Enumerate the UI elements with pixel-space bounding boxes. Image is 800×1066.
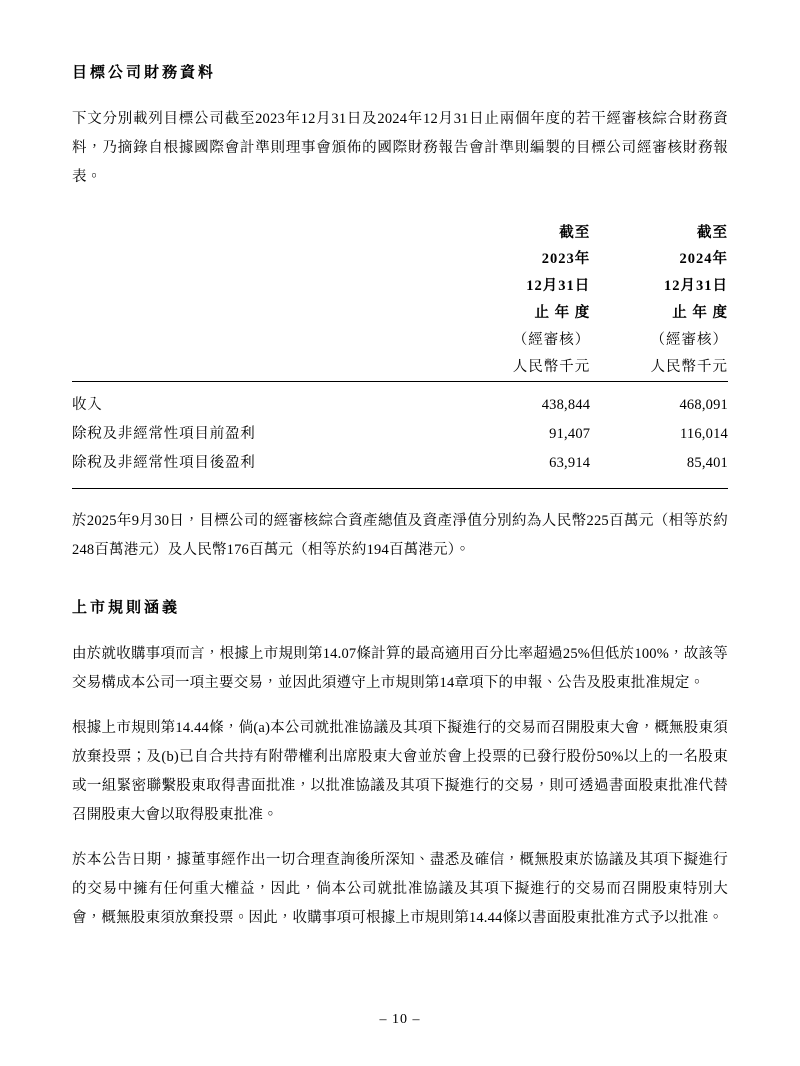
row-col1-0: 438,844 <box>541 397 591 414</box>
row-col2-1: 116,014 <box>680 426 728 443</box>
table-row <box>72 449 728 478</box>
table-header-row-2 <box>72 246 728 273</box>
row-col2-0: 468,091 <box>679 397 728 414</box>
header-col2-line3: 12月31日 <box>664 278 728 295</box>
header-col1-line5: （經審核） <box>512 331 591 348</box>
table-header-row-3 <box>72 273 728 300</box>
listing-rules-paragraph-2: 根據上市規則第14.44條，倘(a)本公司就批准協議及其項下擬進行的交易而召開股東大會，概無股東須放棄投票；及(b)已自合共持有附帶權利出席股東大會並於會上投票的已發行股份50%以上的一名股東或一組緊密聯繫股東取得書面批准，以批准協議及其項下擬進行的交易，則可透過書面股東批准代替召開股東大會以取得股東批准。 <box>72 719 728 823</box>
net-asset-note: 於2025年9月30日，目標公司的經審核綜合資產總值及資產淨值分別約為人民幣225百萬元（相等於約248百萬港元）及人民幣176百萬元（相等於約194百萬港元）。 <box>72 513 728 559</box>
intro-paragraph: 下文分別載列目標公司截至2023年12月31日及2024年12月31日止兩個年度的若干經審核綜合財務資料，乃摘錄自根據國際會計準則理事會頒佈的國際財務報告會計準則編製的目標公司經審核財務報表。 <box>72 110 728 185</box>
row-label-0: 收入 <box>72 397 103 414</box>
listing-rules-paragraph-3: 於本公告日期，據董事經作出一切合理查詢後所深知、盡悉及確信，概無股東於協議及其項下擬進行的交易中擁有任何重大權益，因此，倘本公司就批准協議及其項下擬進行的交易而召開股東特別大會，概無股東須放棄投票。因此，收購事項可根據上市規則第14.44條以書面股東批准方式予以批准。 <box>72 851 728 926</box>
header-col2-line5: （經審核） <box>650 331 728 348</box>
header-col1-line3: 12月31日 <box>526 278 591 295</box>
header-col1-line4: 止 年 度 <box>534 304 591 321</box>
header-col1-line2: 2023年 <box>541 251 591 268</box>
table-row <box>72 391 728 420</box>
page-title: 目標公司財務資料 <box>72 65 217 81</box>
table-row <box>72 420 728 449</box>
header-col1-line6: 人民幣千元 <box>512 358 591 375</box>
row-col2-2: 85,401 <box>686 455 728 472</box>
table-header-row-6 <box>72 354 728 381</box>
financial-table <box>72 210 728 490</box>
financial-table-wrapper <box>72 210 728 490</box>
page-number: – 10 – <box>379 1012 421 1027</box>
header-col2-line1: 截至 <box>697 224 728 241</box>
row-label-2: 除稅及非經常性項目後盈利 <box>72 455 256 472</box>
page-footer <box>0 1012 800 1028</box>
listing-rules-paragraph-1: 由於就收購事項而言，根據上市規則第14.07條計算的最高適用百分比率超過25%但低於100%，故該等交易構成本公司一項主要交易，並因此須遵守上市規則第14章項下的申報、公告及股東批准規定。 <box>72 645 728 691</box>
header-col2-line6: 人民幣千元 <box>650 358 728 375</box>
table-header-spacer <box>72 210 728 220</box>
section-gap <box>72 581 728 597</box>
row-col1-2: 63,914 <box>549 455 591 472</box>
row-col1-1: 91,407 <box>549 426 591 443</box>
section-heading-listing-rules: 上市規則涵義 <box>72 600 181 617</box>
header-col1-line1: 截至 <box>559 224 591 241</box>
table-rule-gap <box>72 382 728 392</box>
table-header-row-1 <box>72 220 728 247</box>
table-header-row-4 <box>72 300 728 327</box>
table-rule-bottom <box>72 487 728 489</box>
header-col2-line2: 2024年 <box>679 251 728 268</box>
table-rule-gap-bottom <box>72 478 728 487</box>
header-col2-line4: 止 年 度 <box>672 304 728 321</box>
row-label-1: 除稅及非經常性項目前盈利 <box>72 426 256 443</box>
table-header-row-5 <box>72 327 728 354</box>
